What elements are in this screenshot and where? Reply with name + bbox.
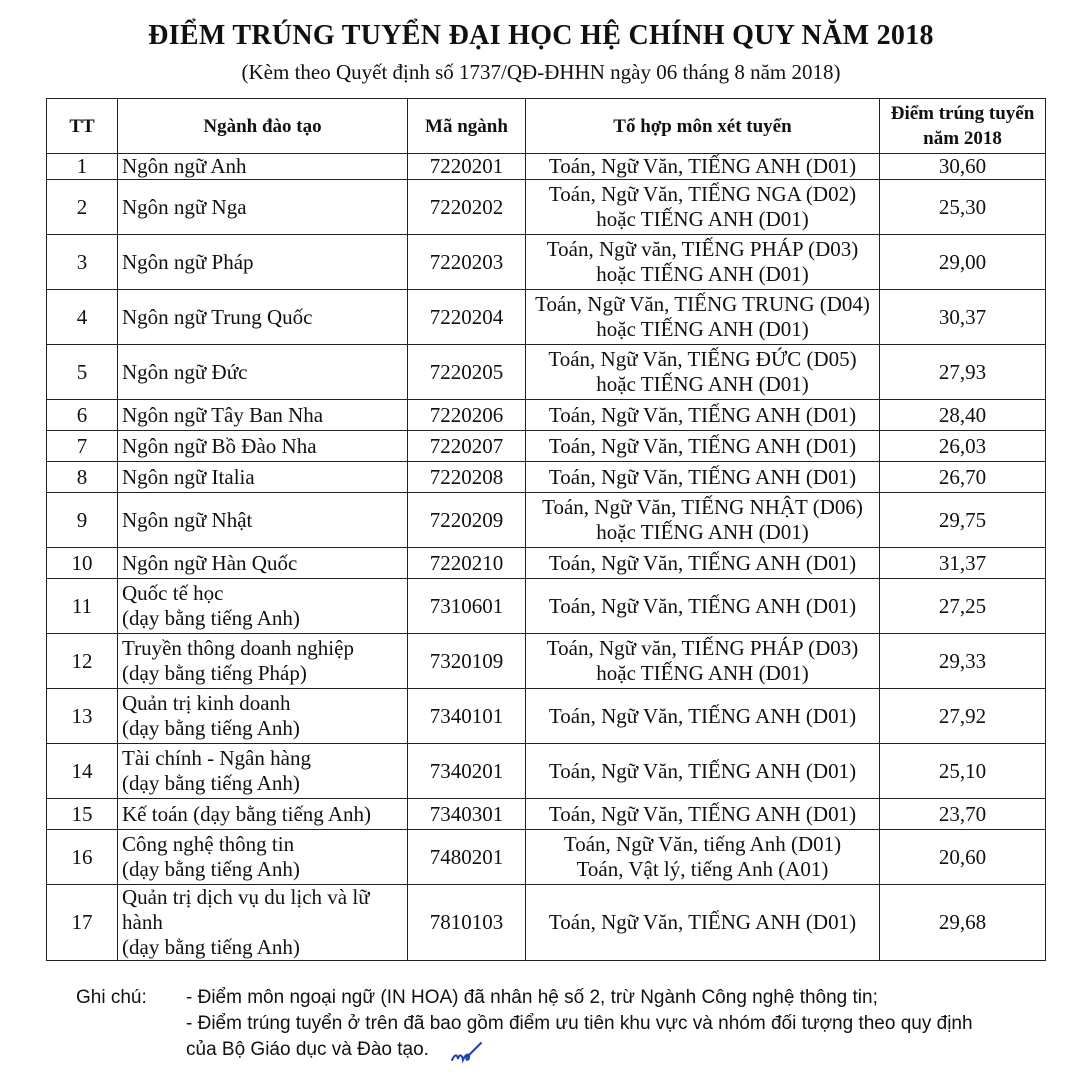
- major-code: 7220207: [408, 431, 526, 462]
- subject-combination-line: hoặc TIẾNG ANH (D01): [596, 520, 809, 544]
- major-name-line: Kế toán (dạy bằng tiếng Anh): [122, 801, 372, 826]
- admission-score: 23,70: [880, 799, 1046, 830]
- table-body: [47, 154, 1046, 961]
- subject-combination: [526, 462, 880, 493]
- admission-score: 26,70: [880, 462, 1046, 493]
- major-name-line: Ngôn ngữ Nga: [122, 194, 247, 219]
- row-number: 17: [47, 885, 118, 961]
- major-code: 7220206: [408, 400, 526, 431]
- major-name-line: Ngôn ngữ Nhật: [122, 507, 253, 532]
- major-name-line: Quản trị kinh doanh: [122, 691, 291, 715]
- row-number: 8: [47, 462, 118, 493]
- subject-combination-line: Toán, Ngữ Văn, TIẾNG ANH (D01): [548, 433, 857, 458]
- admission-score: 20,60: [880, 830, 1046, 885]
- document-title: ĐIỂM TRÚNG TUYỂN ĐẠI HỌC HỆ CHÍNH QUY NĂM 2018: [148, 20, 934, 51]
- row-number: 2: [47, 180, 118, 235]
- subject-combination: [526, 744, 880, 799]
- major-name: [118, 689, 408, 744]
- major-name: [118, 885, 408, 961]
- admission-score: 26,03: [880, 431, 1046, 462]
- major-name: [118, 235, 408, 290]
- signature-initials-icon: [448, 1036, 488, 1066]
- major-name: [118, 634, 408, 689]
- table-row: [47, 290, 1046, 345]
- subject-combination-line: hoặc TIẾNG ANH (D01): [596, 661, 809, 685]
- major-code: 7340301: [408, 799, 526, 830]
- major-code: 7220208: [408, 462, 526, 493]
- note-line: của Bộ Giáo dục và Đào tạo.: [186, 1039, 429, 1060]
- table-row: [47, 799, 1046, 830]
- subject-combination-line: Toán, Ngữ văn, TIẾNG PHÁP (D03): [546, 237, 859, 261]
- table-row: [47, 885, 1046, 961]
- header-score: [880, 99, 1046, 154]
- admission-score: 25,10: [880, 744, 1046, 799]
- row-number: 1: [47, 154, 118, 180]
- header-major: Ngành đào tạo: [118, 99, 408, 154]
- table-row: [47, 235, 1046, 290]
- major-code: 7220202: [408, 180, 526, 235]
- subject-combination: [526, 154, 880, 180]
- table-row: [47, 400, 1046, 431]
- admission-score: 29,68: [880, 885, 1046, 961]
- row-number: 6: [47, 400, 118, 431]
- row-number: 14: [47, 744, 118, 799]
- major-name-line: Công nghệ thông tin: [122, 832, 295, 856]
- subject-combination-line: Toán, Ngữ Văn, TIẾNG NGA (D02): [548, 182, 857, 206]
- note-line: - Điểm trúng tuyển ở trên đã bao gồm điểm ưu tiên khu vực và nhóm đối tượng theo quy định: [186, 1013, 973, 1034]
- major-name-line: Ngôn ngữ Đức: [122, 359, 248, 384]
- subject-combination-line: Toán, Ngữ Văn, TIẾNG TRUNG (D04): [535, 292, 870, 316]
- major-code: 7220203: [408, 235, 526, 290]
- subject-combination: [526, 548, 880, 579]
- row-number: 7: [47, 431, 118, 462]
- row-number: 11: [47, 579, 118, 634]
- row-number: 4: [47, 290, 118, 345]
- subject-combination-line: Toán, Vật lý, tiếng Anh (A01): [576, 857, 829, 881]
- table-row: [47, 493, 1046, 548]
- major-code: 7220201: [408, 154, 526, 180]
- document-subtitle: (Kèm theo Quyết định số 1737/QĐ-ĐHHN ngày 06 tháng 8 năm 2018): [241, 60, 841, 84]
- major-code: 7220205: [408, 345, 526, 400]
- table-row: [47, 744, 1046, 799]
- major-name: [118, 180, 408, 235]
- header-score-line1: Điểm trúng tuyển: [890, 103, 1035, 124]
- subject-combination: [526, 634, 880, 689]
- major-name-line: Quản trị dịch vụ du lịch và lữ hành: [122, 885, 370, 934]
- major-name: [118, 290, 408, 345]
- notes-body: [186, 985, 1036, 1063]
- major-code: 7810103: [408, 885, 526, 961]
- major-name-line: Ngôn ngữ Tây Ban Nha: [122, 402, 324, 427]
- major-name-line: Quốc tế học: [122, 581, 224, 605]
- major-name: [118, 462, 408, 493]
- table-row: [47, 462, 1046, 493]
- table-row: [47, 154, 1046, 180]
- subject-combination-line: hoặc TIẾNG ANH (D01): [596, 262, 809, 286]
- header-score-line2: năm 2018: [923, 128, 1002, 149]
- subject-combination: [526, 180, 880, 235]
- admission-score: 25,30: [880, 180, 1046, 235]
- header-tt: TT: [47, 99, 118, 154]
- major-name: [118, 493, 408, 548]
- admission-score: 27,92: [880, 689, 1046, 744]
- major-name: [118, 154, 408, 180]
- header-combination: Tổ hợp môn xét tuyển: [526, 99, 880, 154]
- major-name-line: Ngôn ngữ Italia: [122, 464, 255, 489]
- subject-combination-line: Toán, Ngữ Văn, TIẾNG ANH (D01): [548, 910, 857, 934]
- admission-score: 27,25: [880, 579, 1046, 634]
- row-number: 5: [47, 345, 118, 400]
- major-name: [118, 744, 408, 799]
- major-name-line: Ngôn ngữ Anh: [122, 154, 247, 178]
- table-row: [47, 634, 1046, 689]
- major-name-line: Ngôn ngữ Bồ Đào Nha: [122, 433, 317, 458]
- admission-score: 29,00: [880, 235, 1046, 290]
- major-code: 7220209: [408, 493, 526, 548]
- table-row: [47, 830, 1046, 885]
- major-code: 7480201: [408, 830, 526, 885]
- major-code: 7220204: [408, 290, 526, 345]
- subject-combination-line: Toán, Ngữ Văn, TIẾNG ĐỨC (D05): [548, 347, 857, 371]
- header-code: Mã ngành: [408, 99, 526, 154]
- major-name: [118, 548, 408, 579]
- table-row: [47, 345, 1046, 400]
- subject-combination-line: Toán, Ngữ văn, TIẾNG PHÁP (D03): [546, 636, 859, 660]
- row-number: 15: [47, 799, 118, 830]
- major-name-line: Ngôn ngữ Pháp: [122, 249, 254, 274]
- major-name: [118, 400, 408, 431]
- major-name-line: Tài chính - Ngân hàng: [122, 746, 311, 770]
- notes-label: Ghi chú:: [76, 987, 147, 1008]
- admission-score: 27,93: [880, 345, 1046, 400]
- subject-combination-line: Toán, Ngữ Văn, TIẾNG NHẬT (D06): [542, 495, 863, 519]
- major-name-line: (dạy bằng tiếng Anh): [122, 857, 300, 881]
- row-number: 3: [47, 235, 118, 290]
- major-code: 7310601: [408, 579, 526, 634]
- subject-combination-line: Toán, Ngữ Văn, TIẾNG ANH (D01): [548, 550, 857, 575]
- major-name-line: Ngôn ngữ Trung Quốc: [122, 304, 313, 329]
- subject-combination-line: Toán, Ngữ Văn, TIẾNG ANH (D01): [548, 593, 857, 618]
- major-code: 7220210: [408, 548, 526, 579]
- subject-combination: [526, 431, 880, 462]
- admission-score: 30,37: [880, 290, 1046, 345]
- subject-combination: [526, 493, 880, 548]
- subject-combination: [526, 235, 880, 290]
- major-code: 7320109: [408, 634, 526, 689]
- subject-combination-line: Toán, Ngữ Văn, TIẾNG ANH (D01): [548, 464, 857, 489]
- major-name: [118, 830, 408, 885]
- table-row: [47, 548, 1046, 579]
- major-name: [118, 345, 408, 400]
- major-name: [118, 799, 408, 830]
- note-line: - Điểm môn ngoại ngữ (IN HOA) đã nhân hệ số 2, trừ Ngành Công nghệ thông tin;: [186, 987, 878, 1008]
- subject-combination-line: Toán, Ngữ Văn, tiếng Anh (D01): [563, 832, 842, 856]
- subject-combination-line: Toán, Ngữ Văn, TIẾNG ANH (D01): [548, 703, 857, 728]
- row-number: 10: [47, 548, 118, 579]
- subject-combination-line: Toán, Ngữ Văn, TIẾNG ANH (D01): [548, 402, 857, 427]
- admission-scores-table: [46, 98, 1046, 961]
- subject-combination-line: hoặc TIẾNG ANH (D01): [596, 372, 809, 396]
- row-number: 12: [47, 634, 118, 689]
- row-number: 13: [47, 689, 118, 744]
- major-name-line: Ngôn ngữ Hàn Quốc: [122, 550, 298, 575]
- admission-score: 31,37: [880, 548, 1046, 579]
- subject-combination: [526, 830, 880, 885]
- major-name-line: (dạy bằng tiếng Anh): [122, 716, 300, 740]
- major-code: 7340101: [408, 689, 526, 744]
- subject-combination-line: Toán, Ngữ Văn, TIẾNG ANH (D01): [548, 154, 857, 178]
- subject-combination: [526, 689, 880, 744]
- admission-score: 28,40: [880, 400, 1046, 431]
- major-code: 7340201: [408, 744, 526, 799]
- admission-score: 29,75: [880, 493, 1046, 548]
- major-name-line: (dạy bằng tiếng Anh): [122, 935, 300, 959]
- subject-combination-line: Toán, Ngữ Văn, TIẾNG ANH (D01): [548, 758, 857, 783]
- table-row: [47, 180, 1046, 235]
- table-row: [47, 431, 1046, 462]
- subject-combination-line: hoặc TIẾNG ANH (D01): [596, 317, 809, 341]
- table-row: [47, 689, 1046, 744]
- major-name-line: Truyền thông doanh nghiệp: [122, 636, 354, 660]
- subject-combination-line: hoặc TIẾNG ANH (D01): [596, 207, 809, 231]
- subject-combination: [526, 345, 880, 400]
- major-name-line: (dạy bằng tiếng Pháp): [122, 661, 307, 685]
- table-header-row: [47, 99, 1046, 154]
- major-name-line: (dạy bằng tiếng Anh): [122, 771, 300, 795]
- subject-combination: [526, 799, 880, 830]
- major-name-line: (dạy bằng tiếng Anh): [122, 606, 300, 630]
- admission-score: 30,60: [880, 154, 1046, 180]
- subject-combination: [526, 400, 880, 431]
- subject-combination: [526, 290, 880, 345]
- subject-combination: [526, 885, 880, 961]
- subject-combination: [526, 579, 880, 634]
- major-name: [118, 579, 408, 634]
- row-number: 9: [47, 493, 118, 548]
- subject-combination-line: Toán, Ngữ Văn, TIẾNG ANH (D01): [548, 801, 857, 826]
- table-row: [47, 579, 1046, 634]
- row-number: 16: [47, 830, 118, 885]
- major-name: [118, 431, 408, 462]
- admission-score: 29,33: [880, 634, 1046, 689]
